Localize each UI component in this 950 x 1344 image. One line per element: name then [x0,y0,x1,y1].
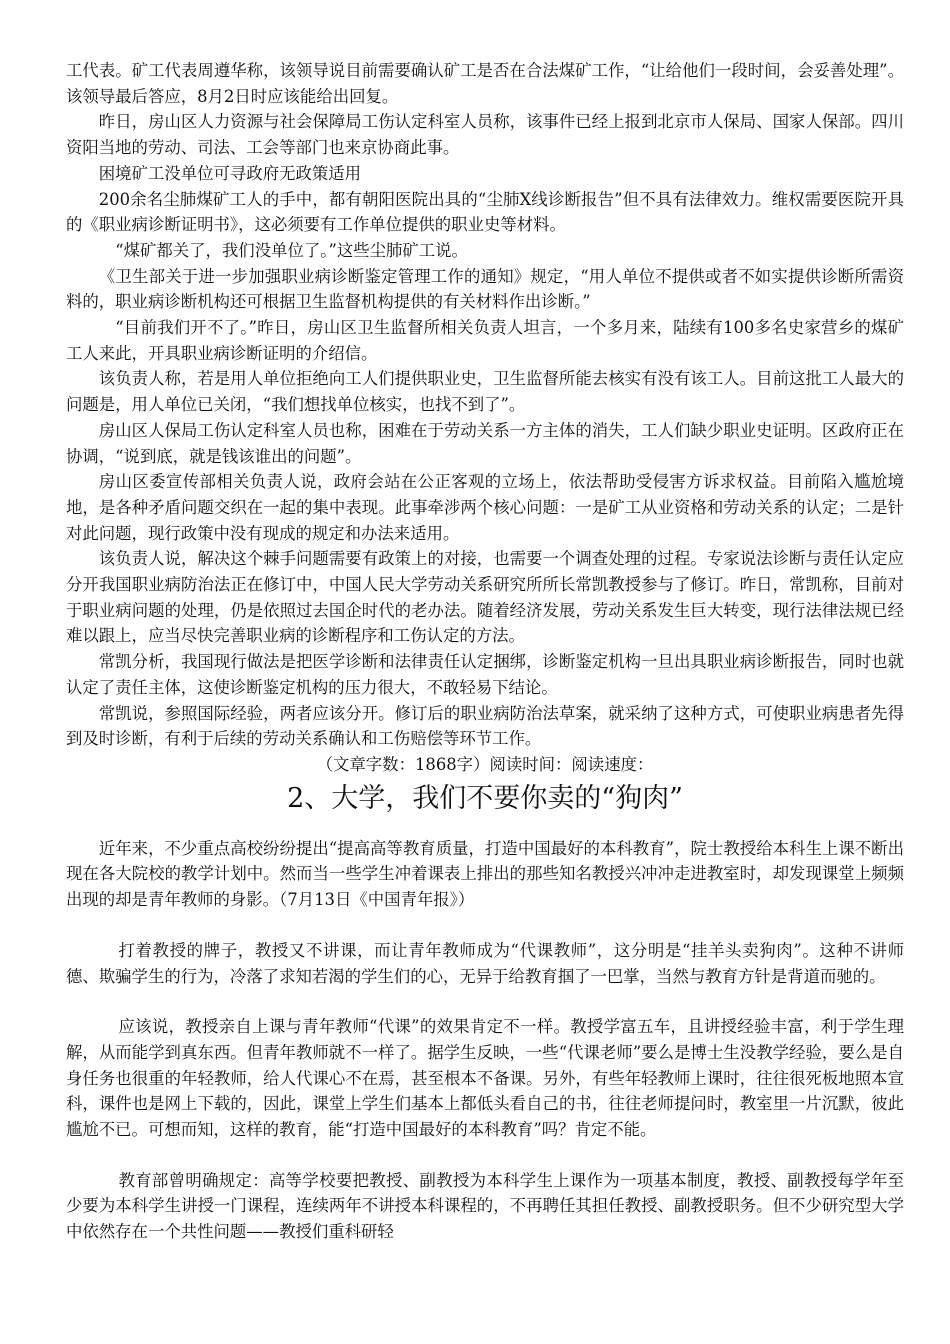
paragraph: “目前我们开不了。”昨日，房山区卫生监督所相关负责人坦言，一个多月来，陆续有100多名史家营乡的煤矿工人来此，开具职业病诊断证明的介绍信。 [66,318,904,363]
paragraph: 应该说，教授亲自上课与青年教师“代课”的效果肯定不一样。教授学富五车，且讲授经验丰富，利于学生理解，从而能学到真东西。但青年教师就不一样了。据学生反映，一些“代课老师”要么是博士生没教学经验，要么是自身任务也很重的年轻教师，给人代课心不在焉，甚至根本不备课。另外，有些年轻教师上课时，往往很死板地照本宣科，课件也是网上下载的，因此，课堂上学生们基本上都低头看自己的书，往往老师提问时，教室里一片沉默，彼此尴尬不已。可想而知，这样的教育，能“打造中国最好的本科教育”吗？肯定不能。 [66,1017,904,1140]
paragraph: 房山区人保局工伤认定科室人员也称，困难在于劳动关系一方主体的消失，工人们缺少职业史证明。区政府正在协调，“说到底，就是钱该谁出的问题”。 [66,420,904,466]
paragraph-gap [66,989,904,1014]
paragraph: 常凯说，参照国际经验，两者应该分开。修订后的职业病防治法草案，就采纳了这种方式，可使职业病患者先得到及时诊断，有利于后续的劳动关系确认和工伤赔偿等环节工作。 [66,703,904,749]
paragraph: 《卫生部关于进一步加强职业病诊断鉴定管理工作的通知》规定，“用人单位不提供或者不如实提供诊断所需资料的，职业病诊断机构还可根据卫生监督机构提供的有关材料作出诊断。” [66,266,904,312]
article-meta: （文章字数：1868字）阅读时间：阅读速度： [316,754,654,774]
paragraph: 该负责人说，解决这个棘手问题需要有政策上的对接，也需要一个调查处理的过程。专家说法诊断与责任认定应分开我国职业病防治法正在修订中，中国人民大学劳动关系研究所所长常凯教授参与了修订。昨日，常凯称，目前对于职业病问题的处理，仍是依照过去国企时代的老办法。随着经济发展，劳动关系发生巨大转变，现行法律法规已经难以跟上，应当尽快完善职业病的诊断程序和工伤认定的方法。 [66,549,904,646]
document-page [66,58,904,1245]
paragraph: 该负责人称，若是用人单位拒绝向工人们提供职业史，卫生监督所能去核实有没有该工人。目前这批工人最大的问题是，用人单位已关闭，“我们想找单位核实，也找不到了”。 [66,369,904,415]
paragraph: “煤矿都关了，我们没单位了。”这些尘肺矿工说。 [115,240,468,260]
paragraph-gap [66,913,904,938]
paragraph: 200余名尘肺煤矿工人的手中，都有朝阳医院出具的“尘肺X线诊断报告”但不具有法律效力。维权需要医院开具的《职业病诊断证明书》，这必须要有工作单位提供的职业史等材料。 [66,189,904,235]
paragraph: 近年来，不少重点高校纷纷提出“提高高等教育质量，打造中国最好的本科教育”，院士教授给本科生上课不断出现在各大院校的教学计划中。然而当一些学生冲着课表上排出的那些知名教授兴冲冲走进教室时，却发现课堂上频频出现的却是青年教师的身影。（7月13日《中国青年报》） [66,838,904,910]
article-title: 2、大学，我们不要你卖的“狗肉” [287,782,683,814]
section-subheading: 困境矿工没单位可寻政府无政策适用 [98,163,362,183]
paragraph: 房山区委宣传部相关负责人说，政府会站在公正客观的立场上，依法帮助受侵害方诉求权益。目前陷入尴尬境地，是各种矛盾问题交织在一起的集中表现。此事牵涉两个核心问题：一是矿工从业资格和劳动关系的认定；二是针对此问题，现行政策中没有现成的规定和办法来适用。 [66,472,904,543]
paragraph: 工代表。矿工代表周遵华称，该领导说目前需要确认矿工是否在合法煤矿工作，“让给他们一段时间，会妥善处理”。该领导最后答应，8月2日时应该能给出回复。 [66,61,904,106]
paragraph-gap [66,1143,904,1168]
paragraph: 教育部曾明确规定：高等学校要把教授、副教授为本科学生上课作为一项基本制度，教授、副教授每学年至少要为本科学生讲授一门课程，连续两年不讲授本科课程的，不再聘任其担任教授、副教授职务。但不少研究型大学中依然存在一个共性问题——教授们重科研轻 [66,1170,904,1242]
paragraph: 常凯分析，我国现行做法是把医学诊断和法律责任认定捆绑，诊断鉴定机构一旦出具职业病诊断报告，同时也就认定了责任主体，这使诊断鉴定机构的压力很大，不敢轻易下结论。 [66,652,904,697]
paragraph: 打着教授的牌子，教授又不讲课，而让青年教师成为“代课教师”，这分明是“挂羊头卖狗肉”。这种不讲师德、欺骗学生的行为，冷落了求知若渴的学生们的心，无异于给教育掴了一巴掌，当然与教育方针是背道而驰的。 [66,940,904,986]
paragraph: 昨日，房山区人力资源与社会保障局工伤认定科室人员称，该事件已经上报到北京市人保局、国家人保部。四川资阳当地的劳动、司法、工会等部门也来京协商此事。 [66,112,904,158]
